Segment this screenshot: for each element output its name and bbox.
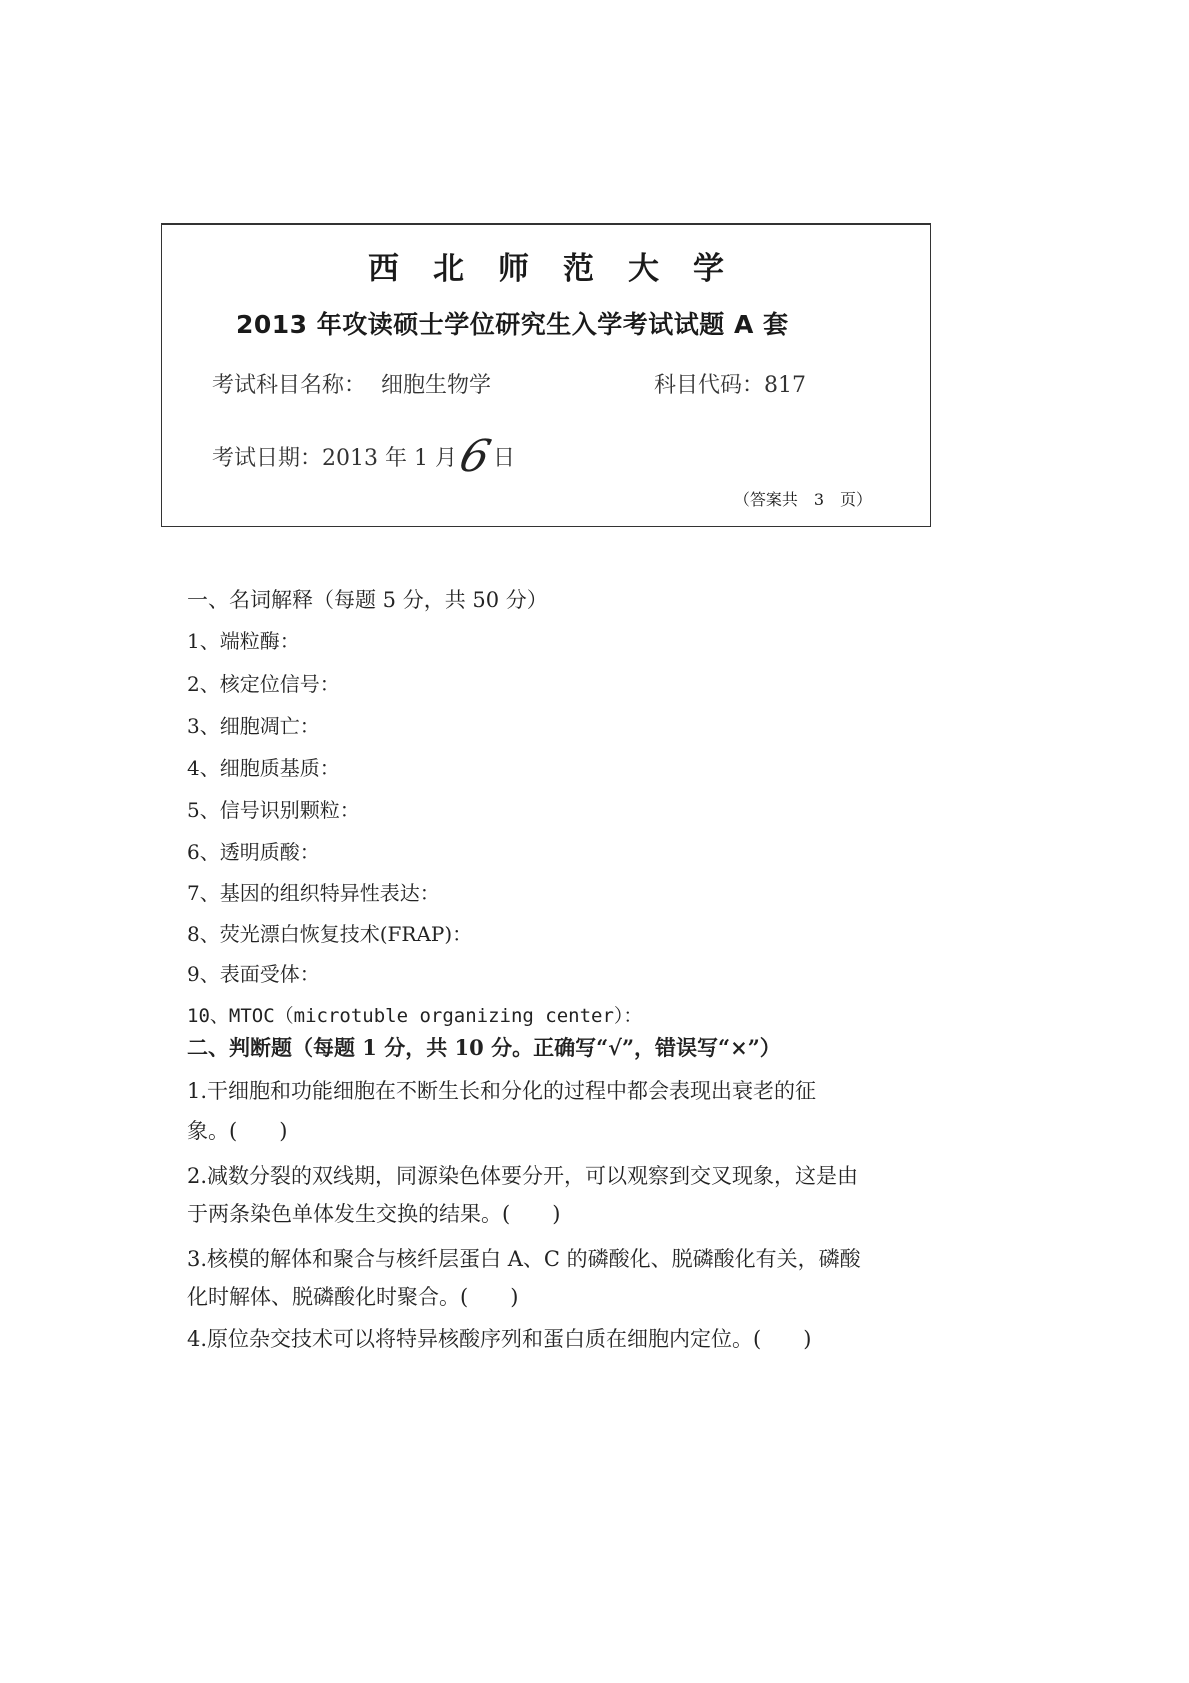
date-label: 考试日期： <box>212 446 323 471</box>
judgement-line: 4.原位杂交技术可以将特异核酸序列和蛋白质在细胞内定位。( ) <box>187 1327 812 1351</box>
judgement-line: 3.核模的解体和聚合与核纤层蛋白 A、C 的磷酸化、脱磷酸化有关，磷酸 <box>187 1247 861 1271</box>
exam-title: 2013 年攻读硕士学位研究生入学考试试题 A 套 <box>236 310 789 339</box>
judgement-line: 2.减数分裂的双线期，同源染色体要分开，可以观察到交叉现象，这是由 <box>187 1164 859 1188</box>
term-item: 7、基因的组织特异性表达： <box>187 881 440 905</box>
date-prefix: 2013 年 1 月 <box>322 446 457 471</box>
answer-pages: （答案共 3 页） <box>733 490 872 509</box>
date-suffix: 日 <box>492 446 515 471</box>
term-item: 3、细胞凋亡： <box>187 714 320 738</box>
judgement-line: 1.干细胞和功能细胞在不断生长和分化的过程中都会表现出衰老的征 <box>187 1079 817 1103</box>
judgement-line: 于两条染色单体发生交换的结果。( ) <box>187 1202 561 1226</box>
term-item: 5、信号识别颗粒： <box>187 798 360 822</box>
term-item: 2、核定位信号： <box>187 672 340 696</box>
handwritten-day: 6 <box>454 431 496 482</box>
code-label: 科目代码： <box>654 373 765 398</box>
code-value: 817 <box>764 373 807 398</box>
exam-header-box <box>161 223 931 527</box>
term-item: 1、端粒酶： <box>187 629 300 653</box>
judgement-line: 象。( ) <box>187 1119 288 1143</box>
judgement-line: 化时解体、脱磷酸化时聚合。( ) <box>187 1285 519 1309</box>
section1-title: 一、名词解释（每题 5 分，共 50 分） <box>187 588 548 612</box>
term-item: 8、荧光漂白恢复技术(FRAP)： <box>187 922 473 946</box>
term-item: 9、表面受体： <box>187 962 320 986</box>
term-item: 10、MTOC（microtuble organizing center）： <box>187 1005 643 1027</box>
subject-label: 考试科目名称： <box>212 373 367 398</box>
subject-value: 细胞生物学 <box>381 373 492 398</box>
subject-row <box>212 368 491 399</box>
term-item: 6、透明质酸： <box>187 840 320 864</box>
school-name: 西北师范大学 <box>368 251 758 287</box>
section2-title: 二、判断题（每题 1 分，共 10 分。正确写“√”，错误写“×”） <box>187 1035 781 1060</box>
term-item: 4、细胞质基质： <box>187 756 340 780</box>
date-row <box>212 425 515 482</box>
code-row <box>654 368 806 399</box>
